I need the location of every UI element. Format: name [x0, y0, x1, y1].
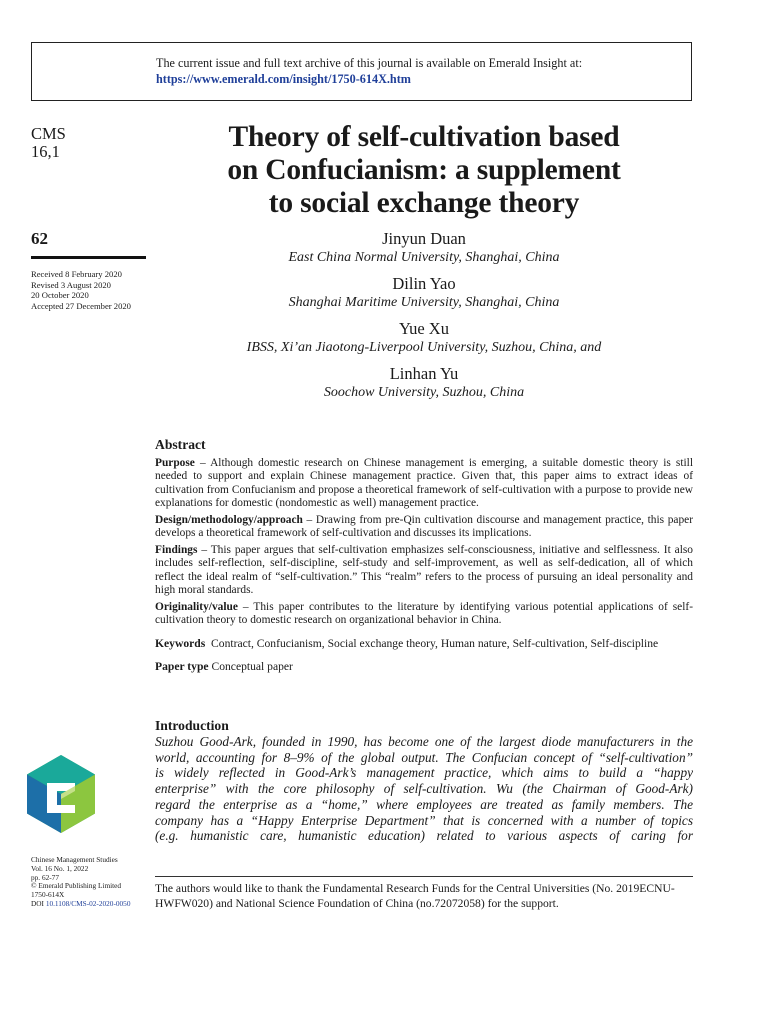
- article-history-dates: [31, 269, 131, 311]
- abstract-originality: [155, 601, 693, 628]
- originality-text: – This paper contributes to the literature by identifying various potential applications of self-cultivation theory to domestic research on organizational behavior in China.: [155, 600, 693, 626]
- intro-line: (e.g. humanistic care, humanistic education) related to various aspects of caring for: [155, 828, 693, 844]
- journal-notice-box: [31, 42, 692, 101]
- publication-info: [31, 856, 143, 909]
- keywords-text: Contract, Confucianism, Social exchange theory, Human nature, Self-cultivation, Self-discipline: [211, 636, 659, 650]
- date-revised-2: 20 October 2020: [31, 290, 89, 301]
- author-affiliation: Soochow University, Suzhou, China: [323, 385, 525, 400]
- originality-label: Originality/value: [155, 600, 238, 613]
- intro-line: world, accounting for 8–9% of the global output. The Confucian concept of “self-cultivation”: [155, 749, 693, 765]
- journal-abbrev: CMS: [31, 124, 66, 143]
- findings-label: Findings: [155, 543, 198, 556]
- emerald-publishing-logo-icon: [27, 755, 95, 833]
- journal-volume-label: [31, 125, 66, 161]
- author-name: Dilin Yao: [392, 274, 456, 293]
- footnote-divider: [155, 876, 693, 877]
- page-number: 62: [31, 229, 48, 248]
- author-name: Jinyun Duan: [382, 229, 466, 248]
- abstract-findings: [155, 544, 693, 598]
- purpose-text: – Although domestic research on Chinese management is emerging, a suitable domestic theory is still needed to support and explain Chinese management practice. Given that, this paper aims to extract ideas of cultivation from Confucianism and propose a theoretical framework of self-cultivation with a purpose to provide new explanations for domestic (nondomestic as well) management practice.: [155, 456, 693, 509]
- volume-issue: 16,1: [31, 142, 60, 161]
- abstract-design: [155, 514, 693, 541]
- notice-text-block: [156, 55, 686, 87]
- issn: 1750-614X: [31, 890, 65, 900]
- notice-text: The current issue and full text archive of this journal is available on Emerald Insight at:: [156, 56, 583, 70]
- doi-link[interactable]: 10.1108/CMS-02-2020-0050: [45, 898, 131, 908]
- doi-label: DOI: [31, 898, 44, 908]
- author-affiliation: IBSS, Xi’an Jiaotong-Liverpool University, Suzhou, China, and: [246, 340, 602, 355]
- paper-type-label: Paper type: [155, 660, 209, 673]
- title-line: on Confucianism: a supplement: [227, 154, 621, 186]
- introduction-heading: Introduction: [155, 718, 229, 733]
- volume-info: Vol. 16 No. 1, 2022: [31, 863, 89, 873]
- doi-row: [31, 900, 143, 909]
- paper-type-text: Conceptual paper: [211, 660, 293, 673]
- intro-line: enterprise” with the core philosophy of self-cultivation. Wu (the Chairman of Good-Ark): [155, 781, 693, 797]
- purpose-label: Purpose: [155, 456, 195, 469]
- intro-line: Suzhou Good-Ark, founded in 1990, has become one of the largest diode manufacturers in the: [155, 734, 693, 749]
- abstract-section: [155, 438, 693, 674]
- author-affiliation: East China Normal University, Shanghai, China: [288, 250, 560, 265]
- date-received: Received 8 February 2020: [31, 269, 122, 279]
- findings-text: – This paper argues that self-cultivation emphasizes self-consciousness, initiative and selflessness. It also includes self-reflection, self-discipline, self-study and self-improvement, as well as self-dedication, all of which reflect the ideal realm of “self-cultivation.” This “realm” refers to the process of pursuing an ideal personality and high moral standards.: [155, 543, 693, 596]
- abstract-purpose: [155, 457, 693, 511]
- design-text: – Drawing from pre-Qin cultivation discourse and management practice, this paper develops a theoretical framework of self-cultivation and discusses its implications.: [155, 513, 693, 539]
- journal-archive-link[interactable]: https://www.emerald.com/insight/1750-614X.htm: [156, 72, 411, 86]
- intro-line: company has a “Happy Enterprise Department” that is concerned with a number of topics: [155, 812, 693, 828]
- intro-line: regard the enterprise as a “home,” where employees are treated as family members. The: [155, 796, 693, 812]
- design-label: Design/methodology/approach: [155, 513, 303, 526]
- author-name: Linhan Yu: [389, 364, 459, 383]
- intro-line: is widely reflected in Good-Ark’s management practice, which aims to build a “happy: [155, 765, 693, 781]
- margin-divider: [31, 256, 146, 259]
- date-accepted: Accepted 27 December 2020: [31, 300, 131, 311]
- page-range: pp. 62-77: [31, 872, 59, 882]
- author-name: Yue Xu: [399, 319, 449, 338]
- author-list: [155, 229, 693, 409]
- publisher: © Emerald Publishing Limited: [31, 881, 122, 891]
- article-title: [155, 121, 693, 220]
- author-affiliation: Shanghai Maritime University, Shanghai, China: [288, 295, 560, 310]
- journal-name: Chinese Management Studies: [31, 855, 118, 864]
- title-line: Theory of self-cultivation based: [228, 121, 620, 153]
- title-line: to social exchange theory: [268, 187, 580, 219]
- introduction-section: [155, 718, 693, 844]
- keywords-label: Keywords: [155, 636, 206, 650]
- date-revised: Revised 3 August 2020: [31, 279, 111, 290]
- abstract-heading: Abstract: [155, 437, 206, 452]
- paper-type: [155, 660, 693, 674]
- keywords: [155, 636, 693, 652]
- acknowledgement-footnote: The authors would like to thank the Fundamental Research Funds for the Central Universities (No. 2019ECNU-HWFW020) and National Science Foundation of China (no.72072058) for the support.: [155, 882, 675, 910]
